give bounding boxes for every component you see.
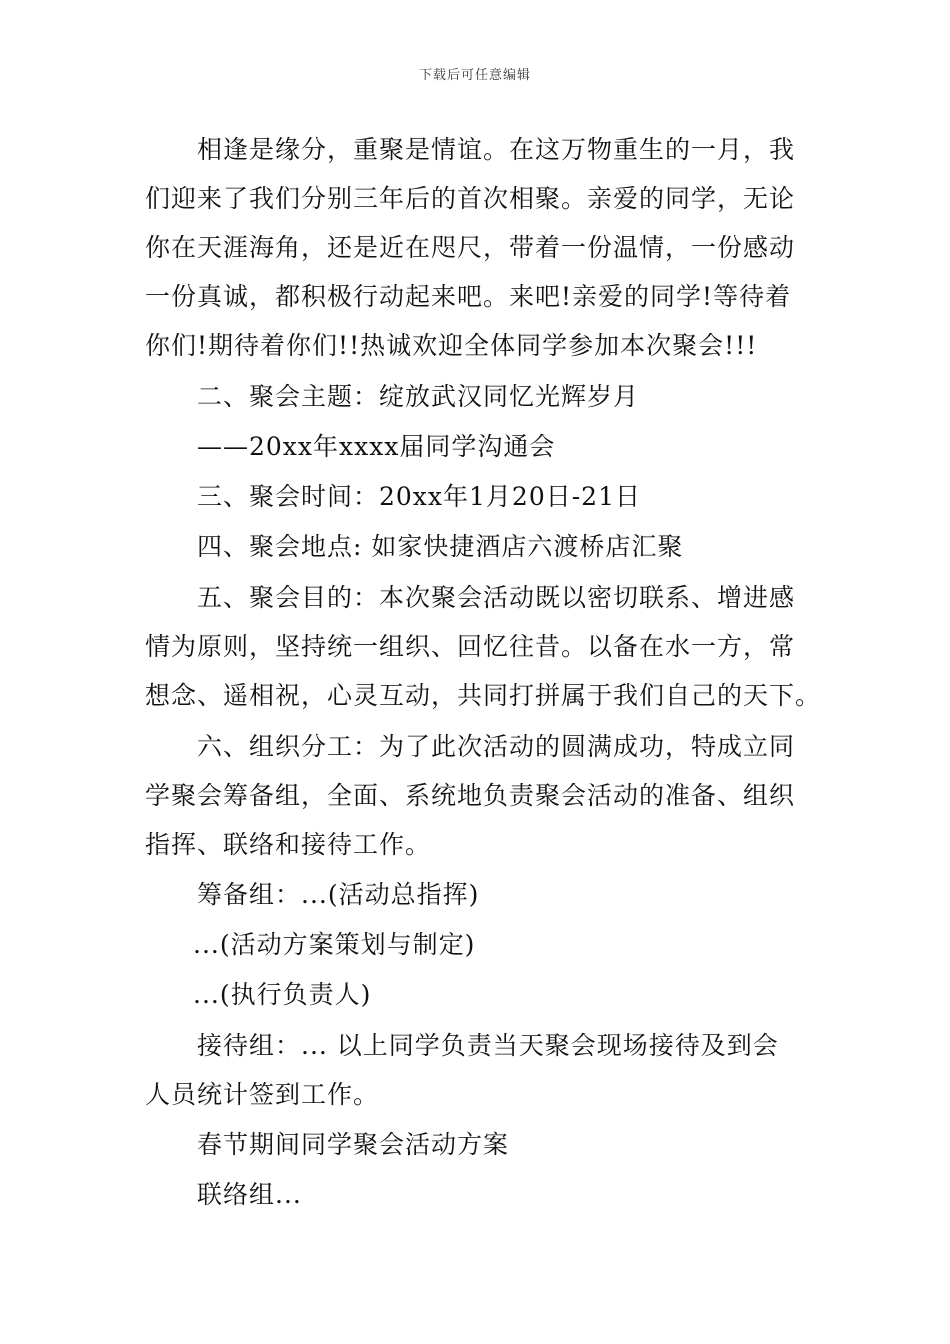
- reception-line-2: 人员统计签到工作。: [145, 1080, 380, 1109]
- page-header-note: 下载后可任意编辑: [418, 68, 531, 83]
- intro-line-5: 你们!期待着你们!!热诚欢迎全体同学参加本次聚会!!!: [145, 331, 758, 360]
- prep-group-line-2: ...(活动方案策划与制定): [193, 930, 476, 959]
- intro-line-1: 相逢是缘分，重聚是情谊。在这万物重生的一月，我: [197, 135, 796, 164]
- intro-line-4: 一份真诚，都积极行动起来吧。来吧!亲爱的同学!等待着: [145, 282, 792, 311]
- org-line-1: 六、组织分工：为了此次活动的圆满成功，特成立同: [197, 732, 796, 761]
- place-line: 四、聚会地点: 如家快捷酒店六渡桥店汇聚: [197, 532, 684, 561]
- intro-line-2: 们迎来了我们分别三年后的首次相聚。亲爱的同学，无论: [145, 184, 796, 213]
- org-line-2: 学聚会筹备组，全面、系统地负责聚会活动的准备、组织: [145, 781, 796, 810]
- prep-group-line-1: 筹备组：...(活动总指挥): [197, 880, 480, 909]
- purpose-line-1: 五、聚会目的：本次聚会活动既以密切联系、增进感: [197, 583, 796, 612]
- theme-line: 二、聚会主题：绽放武汉同忆光辉岁月: [197, 382, 640, 411]
- time-line: 三、聚会时间：20xx年1月20日-21日: [197, 482, 641, 511]
- spring-plan-title: 春节期间同学聚会活动方案: [197, 1130, 510, 1159]
- prep-group-line-3: ...(执行负责人): [193, 980, 372, 1009]
- theme-subtitle-line: ——20xx年xxxx届同学沟通会: [197, 432, 556, 461]
- liaison-line: 联络组...: [197, 1180, 302, 1209]
- org-line-3: 指挥、联络和接待工作。: [145, 830, 432, 859]
- purpose-line-2: 情为原则，坚持统一组织、回忆往昔。以备在水一方，常: [145, 632, 796, 661]
- reception-line-1: 接待组：... 以上同学负责当天聚会现场接待及到会: [197, 1031, 779, 1060]
- purpose-line-3: 想念、遥相祝，心灵互动，共同打拼属于我们自己的天下。: [145, 681, 822, 710]
- intro-line-3: 你在天涯海角，还是近在咫尺，带着一份温情，一份感动: [145, 233, 796, 262]
